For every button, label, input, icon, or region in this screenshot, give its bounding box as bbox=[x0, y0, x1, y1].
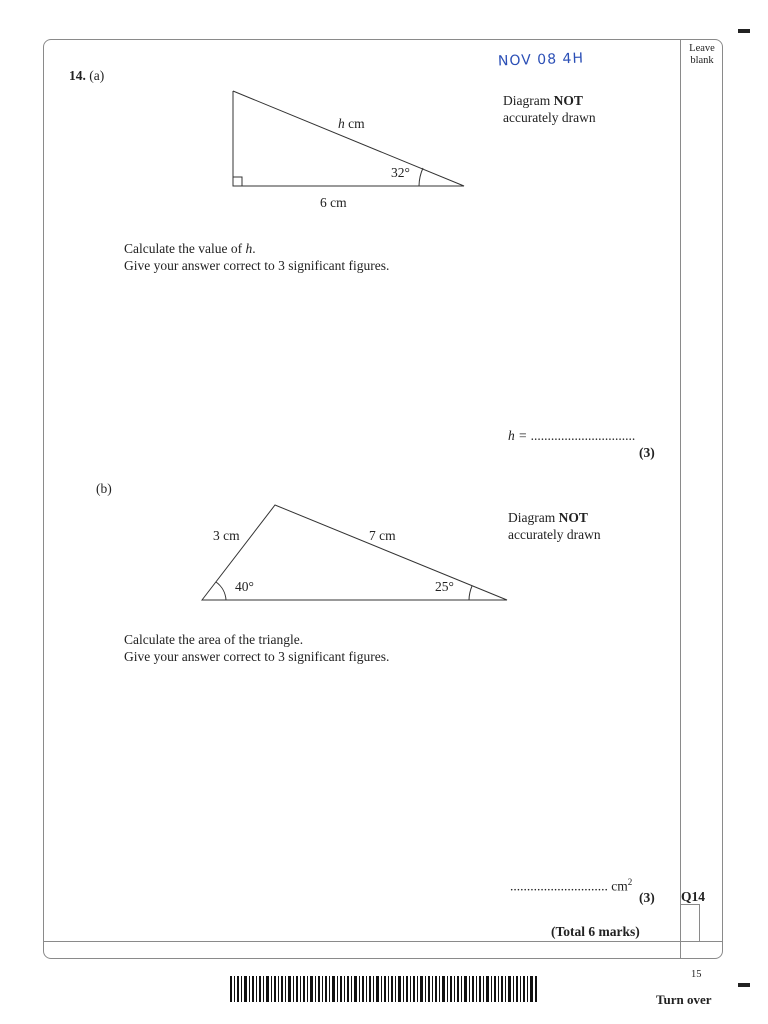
part-b-answer-unit-sup: 2 bbox=[627, 877, 633, 887]
part-a-instruction-1 bbox=[124, 241, 256, 257]
side-3cm-label: 3 cm bbox=[213, 528, 240, 543]
angle-40-label: 40° bbox=[235, 579, 254, 594]
diagram-a-note-line2: accurately drawn bbox=[503, 110, 596, 125]
leave-blank-label: Leave blank bbox=[689, 43, 715, 66]
part-a-instruction-1-suffix: . bbox=[252, 241, 256, 256]
right-angle-marker bbox=[233, 177, 242, 186]
total-marks: (Total 6 marks) bbox=[551, 924, 640, 939]
leave-blank-column-divider bbox=[680, 39, 681, 959]
hypotenuse-label bbox=[338, 116, 365, 132]
hypotenuse-variable: h bbox=[338, 116, 345, 131]
part-b-instruction-2: Give your answer correct to 3 significant figures. bbox=[124, 649, 390, 664]
question-marks-box bbox=[680, 904, 700, 942]
question-box-label: Q14 bbox=[681, 889, 706, 904]
barcode bbox=[230, 976, 538, 1006]
triangle-a-diagram bbox=[220, 84, 480, 204]
part-a-marks: (3) bbox=[639, 445, 655, 460]
part-b-answer-line[interactable] bbox=[510, 874, 632, 895]
part-a-label: (a) bbox=[89, 68, 105, 83]
question-number: 14. bbox=[69, 68, 86, 83]
diagram-a-note-prefix: Diagram bbox=[503, 93, 554, 108]
part-b-answer-dots[interactable]: ............................. bbox=[510, 878, 608, 894]
angle-arc-b-left bbox=[216, 582, 226, 600]
turn-over-label: Turn over bbox=[656, 992, 712, 1007]
footer-rule bbox=[43, 941, 723, 942]
part-b-answer-unit: cm bbox=[611, 878, 628, 894]
barcode-bars bbox=[230, 976, 538, 1006]
side-7cm-label: 7 cm bbox=[369, 528, 396, 543]
diagram-b-note-line2: accurately drawn bbox=[508, 527, 601, 542]
hypotenuse-unit: cm bbox=[344, 116, 365, 131]
question-header bbox=[69, 68, 104, 84]
part-a-answer-prefix: h = bbox=[508, 428, 531, 443]
angle-arc-a bbox=[419, 168, 423, 186]
part-a-instruction-1-prefix: Calculate the value of bbox=[124, 241, 246, 256]
part-a-answer-line[interactable] bbox=[508, 428, 635, 444]
part-b-marks: (3) bbox=[639, 890, 655, 905]
part-b-label: (b) bbox=[96, 481, 112, 496]
part-a-answer-dots[interactable]: ............................... bbox=[530, 428, 636, 443]
part-a-instruction-1-var: h bbox=[245, 241, 253, 256]
page-number: 15 bbox=[691, 969, 702, 980]
angle-25-label: 25° bbox=[435, 579, 454, 594]
part-b-instruction-1: Calculate the area of the triangle. bbox=[124, 632, 304, 647]
diagram-a-note-line1 bbox=[503, 93, 583, 109]
diagram-b-note-bold: NOT bbox=[558, 510, 588, 525]
part-a-instruction-2: Give your answer correct to 3 significant figures. bbox=[124, 258, 390, 273]
angle-32-label: 32° bbox=[391, 165, 410, 180]
diagram-a-note-bold: NOT bbox=[553, 93, 583, 108]
diagram-b-note-prefix: Diagram bbox=[508, 510, 559, 525]
margin-mark-bottom bbox=[738, 983, 750, 987]
base-6cm-label: 6 cm bbox=[320, 195, 347, 210]
handwritten-note: NOV 08 4H bbox=[497, 50, 585, 70]
margin-mark-top bbox=[738, 29, 750, 33]
angle-arc-b-right bbox=[469, 586, 472, 600]
diagram-b-note-line1 bbox=[508, 510, 588, 526]
triangle-a-outline bbox=[233, 91, 464, 186]
